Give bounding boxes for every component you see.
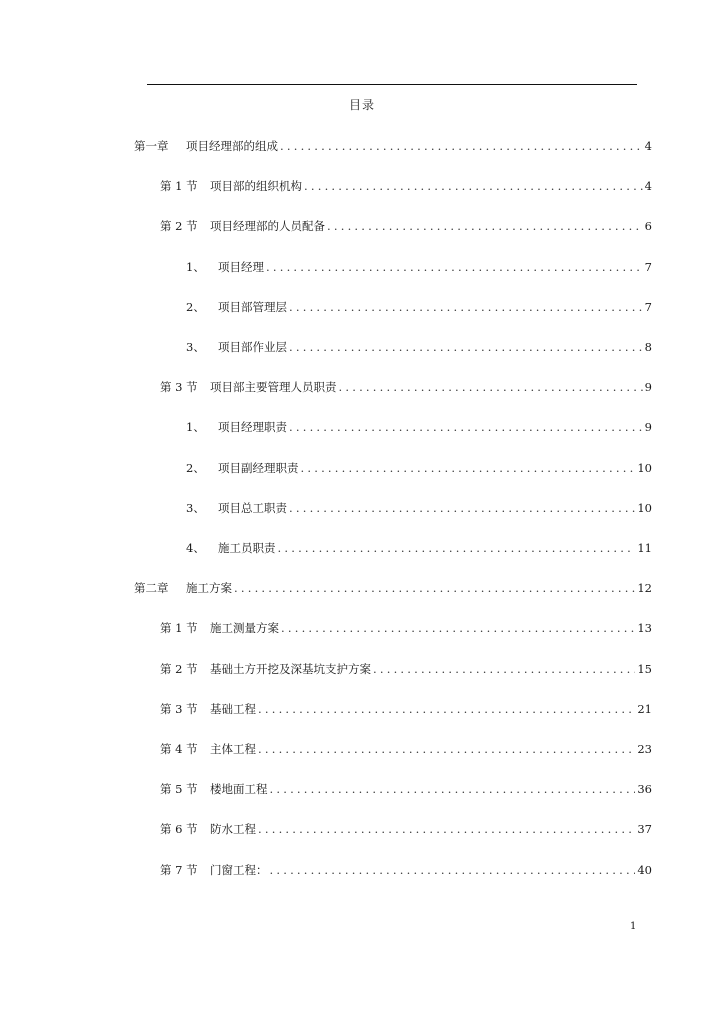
toc-entry-number: 第 1 节	[160, 621, 198, 635]
toc-entry-title: 项目经理	[218, 260, 264, 274]
toc-dot-leader	[304, 178, 643, 194]
toc-entry-page: 12	[637, 581, 652, 595]
toc-entry[interactable]	[186, 460, 652, 476]
toc-entry-page: 7	[644, 300, 652, 314]
toc-dot-leader	[270, 781, 636, 797]
toc-entry-page: 7	[644, 260, 652, 274]
toc-dot-leader	[281, 620, 635, 636]
toc-entry-title: 项目部主要管理人员职责	[210, 380, 337, 394]
toc-entry-number: 第 3 节	[160, 702, 198, 716]
toc-dot-leader	[280, 138, 643, 154]
toc-entry-title: 主体工程	[210, 742, 256, 756]
toc-entry[interactable]	[186, 259, 652, 275]
toc-entry-number: 2、	[186, 461, 205, 475]
toc-entry-title: 基础土方开挖及深基坑支护方案	[210, 662, 371, 676]
toc-entry-page: 10	[637, 501, 652, 515]
toc-entry-title: 项目经理职责	[218, 420, 287, 434]
toc-entry-number: 3、	[186, 501, 205, 515]
toc-entry-title: 施工方案	[186, 581, 232, 595]
toc-entry-page: 9	[644, 380, 652, 394]
toc-entry-title: 项目部的组织机构	[210, 179, 302, 193]
toc-dot-leader	[258, 701, 635, 717]
toc-entry-page: 10	[637, 461, 652, 475]
toc-entry-title: 防水工程	[210, 822, 256, 836]
toc-entry-page: 8	[644, 340, 652, 354]
toc-entry[interactable]	[186, 419, 652, 435]
toc-entry-page: 4	[644, 179, 652, 193]
toc-entry-number: 4、	[186, 541, 205, 555]
toc-dot-leader	[289, 299, 643, 315]
toc-entry-page: 11	[637, 541, 652, 555]
toc-entry[interactable]	[160, 741, 652, 757]
toc-entry-number: 第 2 节	[160, 662, 198, 676]
toc-entry-title: 项目经理部的人员配备	[210, 219, 325, 233]
toc-entry-title: 施工员职责	[218, 541, 276, 555]
toc-entry-title: 门窗工程：	[210, 863, 268, 877]
toc-entry-number: 第 7 节	[160, 863, 198, 877]
toc-dot-leader	[289, 500, 635, 516]
page-number: 1	[630, 921, 637, 932]
toc-entry-number: 第一章	[134, 139, 169, 153]
toc-entry-page: 23	[637, 742, 652, 756]
toc-title: 目录	[348, 98, 375, 112]
toc-entry-number: 第 4 节	[160, 742, 198, 756]
toc-entry[interactable]	[160, 701, 652, 717]
toc-entry[interactable]	[186, 339, 652, 355]
toc-entry-number: 第 3 节	[160, 380, 198, 394]
toc-dot-leader	[266, 259, 643, 275]
toc-entry[interactable]	[186, 540, 652, 556]
toc-entry[interactable]	[134, 580, 652, 596]
toc-entry-page: 37	[637, 822, 652, 836]
toc-entry-number: 第 1 节	[160, 179, 198, 193]
toc-entry-number: 第 2 节	[160, 219, 198, 233]
toc-entry-number: 1、	[186, 260, 205, 274]
toc-dot-leader	[373, 661, 635, 677]
toc-dot-leader	[270, 862, 636, 878]
toc-entry[interactable]	[160, 821, 652, 837]
toc-dot-leader	[234, 580, 635, 596]
toc-entry[interactable]	[160, 781, 652, 797]
toc-entry-number: 第 6 节	[160, 822, 198, 836]
toc-entry-page: 36	[637, 782, 652, 796]
toc-entry-title: 基础工程	[210, 702, 256, 716]
toc-entry-title: 楼地面工程	[210, 782, 268, 796]
toc-entry-page: 9	[644, 420, 652, 434]
toc-entry[interactable]	[186, 500, 652, 516]
toc-entry-page: 40	[637, 863, 652, 877]
toc-dot-leader	[289, 339, 643, 355]
toc-entry-page: 4	[644, 139, 652, 153]
toc-dot-leader	[301, 460, 636, 476]
toc-entry[interactable]	[186, 299, 652, 315]
toc-entry-number: 3、	[186, 340, 205, 354]
toc-entry[interactable]	[134, 138, 652, 154]
toc-entry-page: 13	[637, 621, 652, 635]
toc-dot-leader	[339, 379, 643, 395]
toc-entry-title: 项目总工职责	[218, 501, 287, 515]
toc-entry-number: 2、	[186, 300, 205, 314]
toc-entry-page: 21	[637, 702, 652, 716]
toc-dot-leader	[258, 741, 635, 757]
toc-entry-title: 项目部作业层	[218, 340, 287, 354]
toc-entry-number: 第 5 节	[160, 782, 198, 796]
toc-entry[interactable]	[160, 218, 652, 234]
toc-dot-leader	[289, 419, 643, 435]
toc-dot-leader	[258, 821, 635, 837]
toc-entry-page: 6	[644, 219, 652, 233]
toc-entry-title: 项目部管理层	[218, 300, 287, 314]
toc-entry[interactable]	[160, 178, 652, 194]
toc-entry-page: 15	[637, 662, 652, 676]
toc-entry-title: 项目经理部的组成	[186, 139, 278, 153]
toc-entry-number: 1、	[186, 420, 205, 434]
toc-dot-leader	[327, 218, 643, 234]
toc-entry-number: 第二章	[134, 581, 169, 595]
toc-entry-title: 项目副经理职责	[218, 461, 299, 475]
toc-entry[interactable]	[160, 379, 652, 395]
toc-entry[interactable]	[160, 620, 652, 636]
toc-entry-title: 施工测量方案	[210, 621, 279, 635]
toc-entry[interactable]	[160, 661, 652, 677]
toc-entry[interactable]	[160, 862, 652, 878]
toc-dot-leader	[278, 540, 636, 556]
